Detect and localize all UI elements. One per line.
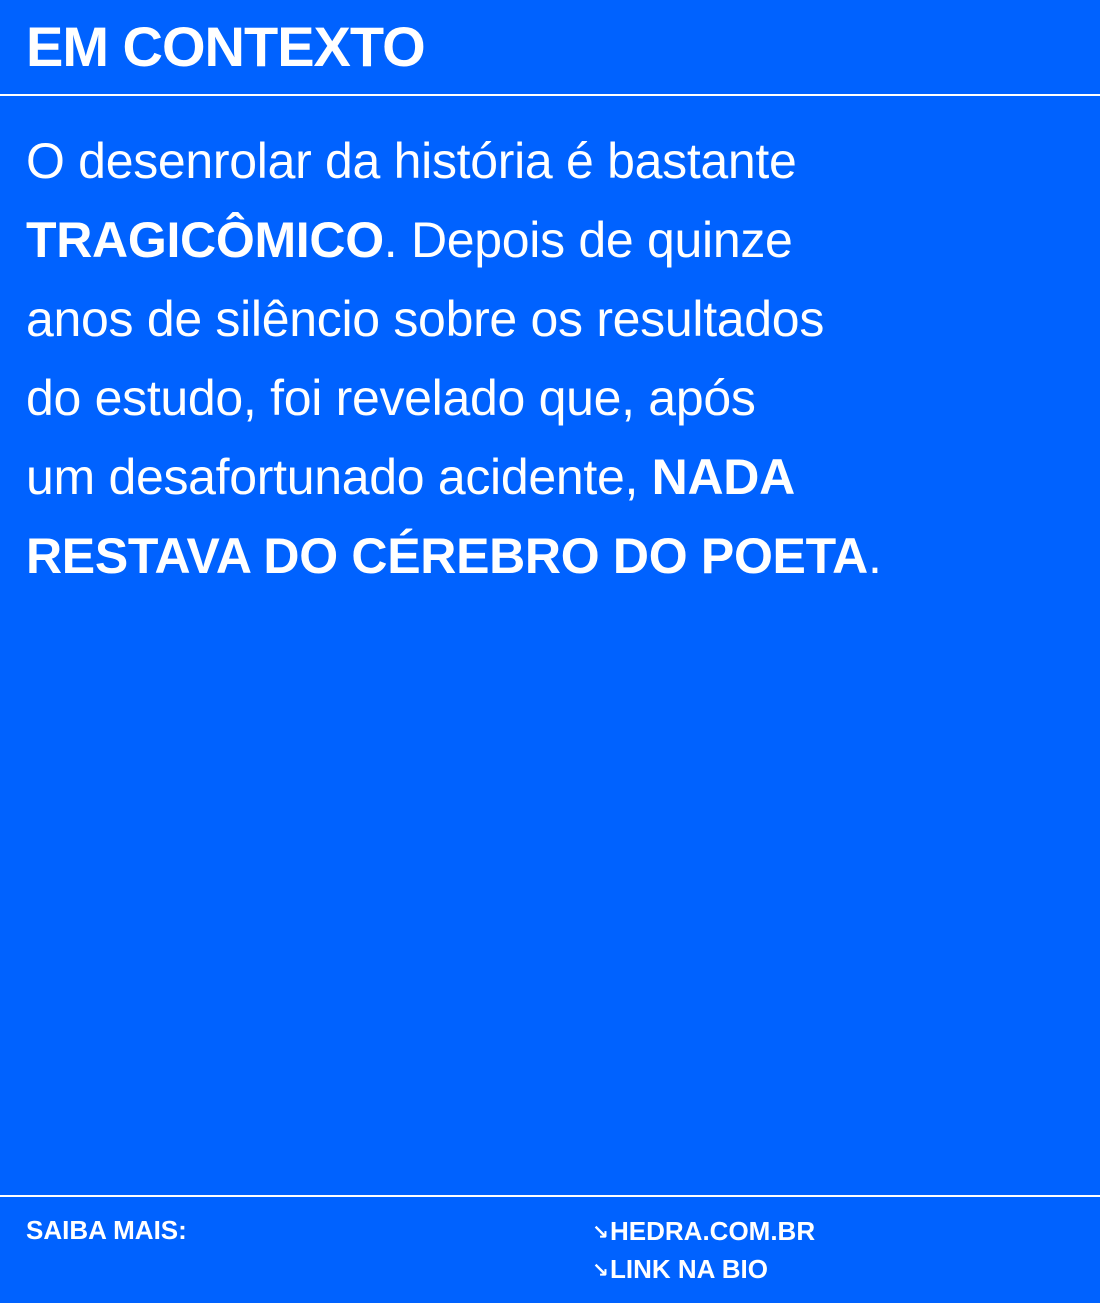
footer-label: SAIBA MAIS: (26, 1215, 187, 1245)
body-line-6-text: . (867, 528, 882, 584)
highlight-restava: RESTAVA DO CÉREBRO DO POETA (26, 528, 868, 584)
body-paragraph (26, 122, 1086, 596)
highlight-tragicomico: TRAGICÔMICO (26, 212, 384, 268)
body-line-5-text: um desafortunado acidente, (26, 449, 652, 505)
footer-links (592, 1213, 815, 1289)
body-line-5 (26, 438, 1086, 517)
body-line-3 (26, 280, 1086, 359)
body-line-1-text: O desenrolar da história é bastante (26, 133, 797, 189)
body-line-3-text: anos de silêncio sobre os resultados (26, 291, 825, 347)
body-line-2-text: . Depois de quinze (383, 212, 793, 268)
footer-link-bio-text: LINK NA BIO (610, 1254, 768, 1284)
footer-link-hedra-text: HEDRA.COM.BR (610, 1216, 816, 1246)
body-line-1 (26, 122, 1086, 201)
top-divider (0, 94, 1100, 96)
body-line-4-text: do estudo, foi revelado que, após (26, 370, 756, 426)
footer-link-bio[interactable] (592, 1251, 815, 1289)
footer-link-hedra[interactable] (592, 1213, 815, 1251)
header (0, 0, 1100, 95)
arrow-down-right-icon: ↘ (592, 1222, 609, 1244)
bottom-divider (0, 1195, 1100, 1197)
highlight-nada: NADA (651, 449, 795, 505)
body-line-4 (26, 359, 1086, 438)
page-title: EM CONTEXTO (26, 15, 425, 78)
body-line-6 (26, 517, 1086, 596)
body-line-2 (26, 201, 1086, 280)
arrow-down-right-icon: ↘ (592, 1260, 609, 1282)
